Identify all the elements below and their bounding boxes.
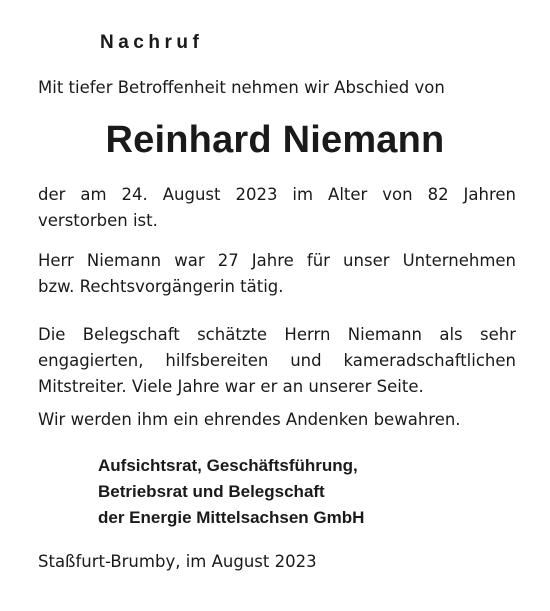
paragraph-line: Herr Niemann war 27 Jahre für unser Unternehmen [38,251,516,270]
paragraph-line: Mitstreiter. Viele Jahre war er an unserer Seite. [38,377,424,396]
paragraph-line: bzw. Rechtsvorgängerin tätig. [38,277,284,296]
paragraph-line: der am 24. August 2023 im Alter von 82 Jahren [38,185,516,204]
remembrance-paragraph [38,407,516,433]
death-date-paragraph [38,182,516,234]
signer-line: der Energie Mittelsachsen GmbH [98,508,365,527]
paragraph-line: Die Belegschaft schätzte Herrn Niemann als sehr [38,325,516,344]
paragraph-line: verstorben ist. [38,211,158,230]
signer-line: Betriebsrat und Belegschaft [98,482,325,501]
tribute-paragraph [38,322,516,400]
paragraph-line: Wir werden ihm ein ehrendes Andenken bewahren. [38,410,461,429]
signer-line: Aufsichtsrat, Geschäftsführung, [98,456,358,475]
paragraph-line: engagierten, hilfsbereiten und kameradschaftlichen [38,351,516,370]
notice-heading: Nachruf [100,32,204,53]
signers-block [98,453,364,531]
tenure-paragraph [38,248,516,300]
deceased-name: Reinhard Niemann [105,119,445,161]
place-and-date: Staßfurt-Brumby, im August 2023 [38,552,317,571]
intro-text: Mit tiefer Betroffenheit nehmen wir Abschied von [38,78,445,97]
